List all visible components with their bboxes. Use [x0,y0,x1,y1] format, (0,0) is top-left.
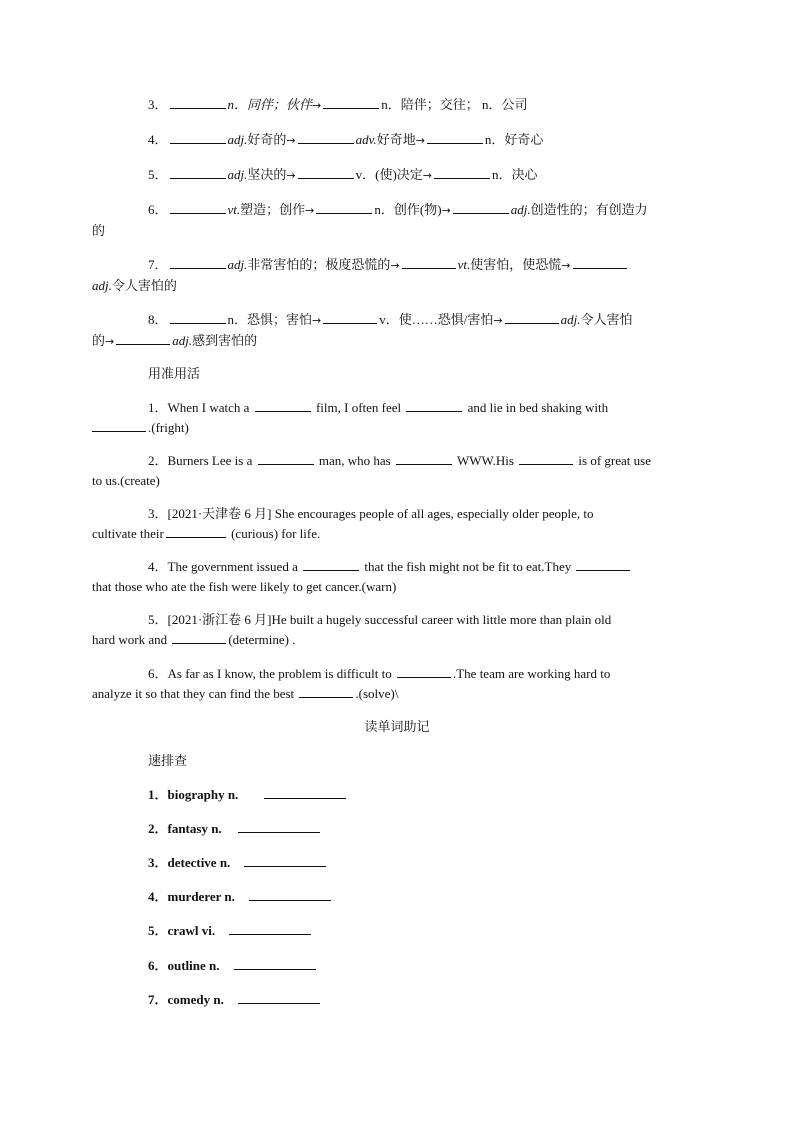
sentence-text: [2021·浙江卷 6 月]He built a hugely successful career with little more than plain old [167,612,612,627]
answer-blank[interactable] [249,887,331,901]
sentence-text: and lie in bed shaking with [467,400,609,415]
arrow-icon: → [561,259,571,272]
word-definition: n．恐惧；害怕 [227,312,313,327]
item-number: 7． [148,257,168,272]
pos-tag: adj. [227,257,248,272]
derivation-item-7 [92,255,674,296]
vocab-item [148,921,313,941]
section-heading-quick: 速排查 [148,753,188,768]
answer-blank[interactable] [402,255,456,269]
vocab-item [148,819,322,839]
sentence-text: that those who ate the fish were likely to get cancer.(warn) [92,579,397,594]
sentence-item-6 [92,664,674,704]
item-number: 4． [148,132,168,147]
answer-blank[interactable] [576,557,630,571]
word-definition: 令人害怕 [580,312,633,327]
sentence-text: Burners Lee is a [167,453,253,468]
arrow-icon: → [312,99,322,112]
pos-tag: vt. [457,257,471,272]
vocab-word: 7．comedy n. [148,992,224,1007]
answer-blank[interactable] [170,255,226,269]
answer-blank[interactable] [170,310,226,324]
word-definition: 好奇地 [376,132,416,147]
arrow-icon: → [105,335,115,348]
vocab-word: 3．detective n. [148,855,231,870]
sentence-text: to us.(create) [92,473,160,488]
pos-tag: adj. [172,333,193,348]
item-number: 3． [148,97,168,112]
item-number: 2． [148,453,168,468]
vocab-item [148,853,328,873]
sentence-text: The government issued a [167,559,298,574]
answer-blank[interactable] [299,684,353,698]
arrow-icon: → [422,169,433,182]
arrow-icon: → [286,134,296,147]
derivation-item-3 [120,95,674,116]
word-definition: 非常害怕的；极度恐慌的 [247,257,391,272]
sentence-item-5 [92,610,674,650]
sentence-text: film, I often feel [315,400,402,415]
sentence-item-1 [120,398,674,438]
sentence-item-2 [92,451,674,491]
sentence-text: (determine) . [228,632,296,647]
arrow-icon: → [312,314,322,327]
word-definition: n．陪伴；交往； [381,97,479,112]
answer-blank[interactable] [258,451,314,465]
answer-blank[interactable] [323,95,379,109]
vocab-word: 2．fantasy n. [148,821,222,836]
item-number: 1． [148,400,168,415]
item-number: 5． [148,612,168,627]
answer-blank[interactable] [298,165,354,179]
answer-blank[interactable] [397,664,451,678]
derivation-item-6 [92,200,674,241]
sentence-item-3 [92,504,674,544]
arrow-icon: → [415,134,425,147]
word-definition: 的 [92,333,106,348]
answer-blank[interactable] [396,451,452,465]
answer-blank[interactable] [255,398,311,412]
word-definition: n．好奇心 [484,132,544,147]
section-heading-usage: 用准用活 [148,366,201,381]
sentence-text: .(solve)\ [355,686,399,701]
word-definition: 创造性的；有创造力 [530,202,648,217]
answer-blank[interactable] [170,130,226,144]
pos-tag: adj. [92,278,112,293]
answer-blank[interactable] [229,921,311,935]
answer-blank[interactable] [244,853,326,867]
item-number: 5． [148,167,168,182]
word-definition: n．创作(物) [374,202,442,217]
item-number: 4． [148,559,168,574]
arrow-icon: → [390,259,400,272]
vocab-item [148,887,333,907]
section-title-read: 读单词助记 [364,719,430,734]
sentence-text: that the fish might not be fit to eat.They [364,559,572,574]
sentence-text: When I watch a [167,400,250,415]
answer-blank[interactable] [316,200,372,214]
answer-blank[interactable] [406,398,462,412]
answer-blank[interactable] [298,130,354,144]
pos-tag: adj. [227,167,248,182]
item-number: 6． [148,202,168,217]
answer-blank[interactable] [238,819,320,833]
arrow-icon: → [493,314,503,327]
word-definition: 令人害怕的 [111,278,177,293]
answer-blank[interactable] [573,255,627,269]
sentence-text: WWW.His [456,453,514,468]
sentence-text: As far as I know, the problem is difficult to [167,666,392,681]
word-definition: v．(使)决定 [355,167,423,182]
derivation-item-8 [92,310,674,352]
answer-blank[interactable] [170,95,226,109]
word-definition: n．公司 [482,97,528,112]
answer-blank[interactable] [166,524,226,538]
arrow-icon: → [286,169,296,182]
vocab-word: 5．crawl vi. [148,923,216,938]
sentence-text: hard work and [92,632,168,647]
sentence-text: (curious) for life. [231,526,321,541]
sentence-text: [2021·天津卷 6 月] She encourages people of all ages, especially older people, to [167,506,594,521]
answer-blank[interactable] [170,165,226,179]
vocab-item [148,990,322,1010]
word-definition: v．使……恐惧/害怕 [379,312,494,327]
pos-tag: adj. [560,312,581,327]
answer-blank[interactable] [453,200,509,214]
word-definition: 感到害怕的 [192,333,258,348]
answer-blank[interactable] [323,310,377,324]
pos-tag: adv. [355,132,377,147]
derivation-item-4 [120,130,674,151]
answer-blank[interactable] [238,990,320,1004]
item-number: 6． [148,666,168,681]
word-definition: 使害怕，使恐慌 [470,257,562,272]
arrow-icon: → [305,204,315,217]
sentence-text: .(fright) [148,420,189,435]
sentence-text: is of great use [578,453,651,468]
vocab-word: 1．biography n. [148,787,239,802]
answer-blank[interactable] [234,956,316,970]
derivation-item-5 [120,165,674,186]
word-definition: 坚决的 [247,167,287,182]
answer-blank[interactable] [303,557,359,571]
answer-blank[interactable] [92,418,146,432]
sentence-item-4 [92,557,674,597]
item-number: 3． [148,506,168,521]
item-number: 8． [148,312,168,327]
answer-blank[interactable] [116,331,170,345]
answer-blank[interactable] [505,310,559,324]
pos-tag: vt. [227,202,241,217]
word-definition: 塑造；创作 [240,202,306,217]
vocab-word: 6．outline n. [148,958,220,973]
sentence-text: cultivate their [92,526,164,541]
word-definition: 的 [92,223,106,238]
answer-blank[interactable] [427,130,483,144]
sentence-text: .The team are working hard to [452,666,611,681]
word-definition: n．同伴；伙伴 [227,97,313,112]
word-definition: n．决心 [492,167,538,182]
sentence-text: analyze it so that they can find the best [92,686,295,701]
arrow-icon: → [441,204,451,217]
vocab-item [148,956,318,976]
pos-tag: adj. [510,202,531,217]
pos-tag: adj. [227,132,248,147]
vocab-item [148,785,348,805]
answer-blank[interactable] [519,451,573,465]
answer-blank[interactable] [172,630,226,644]
answer-blank[interactable] [170,200,226,214]
answer-blank[interactable] [264,785,346,799]
sentence-text: man, who has [318,453,391,468]
vocab-word: 4．murderer n. [148,889,235,904]
word-definition: 好奇的 [247,132,287,147]
answer-blank[interactable] [434,165,490,179]
